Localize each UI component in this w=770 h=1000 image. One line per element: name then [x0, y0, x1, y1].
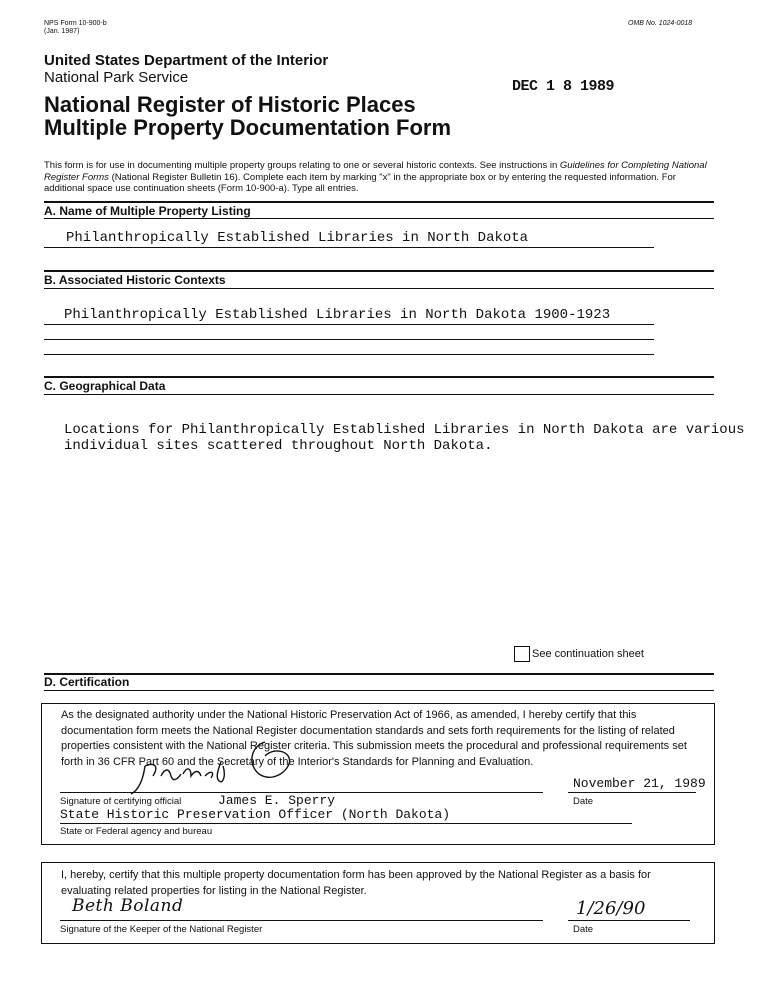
section-b-title: B. Associated Historic Contexts	[44, 273, 226, 287]
date-label: Date	[573, 796, 594, 807]
signature-label: Signature of certifying official	[60, 796, 182, 807]
section-c-rule	[44, 376, 714, 378]
department-name: United States Department of the Interior	[44, 52, 329, 69]
keeper-date-line	[568, 920, 690, 921]
certifying-official-signature	[125, 736, 315, 800]
keeper-signature-label: Signature of the Keeper of the National Register	[60, 924, 263, 935]
section-b-field-line-3	[44, 354, 654, 355]
section-a-title: A. Name of Multiple Property Listing	[44, 204, 251, 218]
geo-data-line1: Locations for Philanthropically Established Libraries in North Dakota are various	[64, 422, 745, 438]
omb-number: OMB No. 1024-0018	[628, 20, 693, 27]
received-stamp: DEC 1 8 1989	[512, 78, 615, 95]
section-b-field-line-1	[44, 324, 654, 325]
certification-date: November 21, 1989	[573, 776, 706, 791]
official-name: James E. Sperry	[218, 793, 336, 808]
keeper-date-label: Date	[573, 924, 594, 935]
agency-label: State or Federal agency and bureau	[60, 826, 213, 837]
historic-context-value: Philanthropically Established Libraries in North Dakota 1900-1923	[64, 307, 611, 323]
intro-instructions	[44, 160, 714, 195]
section-a-title-rule	[44, 218, 714, 219]
date-line	[568, 792, 696, 793]
guidelines-title: Guidelines for Completing National Register Forms	[44, 160, 707, 183]
section-b-field-line-2	[44, 339, 654, 340]
continuation-sheet-label: See continuation sheet	[532, 648, 644, 660]
form-date: (Jan. 1987)	[44, 28, 80, 35]
page-title-line1: National Register of Historic Places	[44, 92, 416, 117]
section-d-title: D. Certification	[44, 675, 130, 689]
section-d-rule	[44, 673, 714, 675]
agency-line	[60, 823, 632, 824]
section-a-rule	[44, 201, 714, 203]
intro-text-part2: (National Register Bulletin 16). Complete each item by marking "x" in the appropriate box or by entering the requested information. For additional space use continuation sheets (Form 10-900-a). Type all entries.	[44, 171, 676, 194]
section-c-title: C. Geographical Data	[44, 379, 166, 393]
keeper-date-value: 1/26/90	[576, 898, 646, 919]
section-b-title-rule	[44, 288, 714, 289]
section-d-title-rule	[44, 690, 714, 691]
section-c-title-rule	[44, 394, 714, 395]
multiple-property-name: Philanthropically Established Libraries in North Dakota	[66, 230, 529, 246]
form-number: NPS Form 10-900-b	[44, 20, 107, 27]
section-a-field-line	[44, 247, 654, 248]
keeper-statement: I, hereby, certify that this multiple property documentation form has been approved by the National Register as a basis for evaluating related properties for listing in the National Register.	[61, 869, 651, 897]
page-title-line2: Multiple Property Documentation Form	[44, 115, 452, 140]
keeper-signature-line	[60, 920, 543, 921]
agency-value: State Historic Preservation Officer (North Dakota)	[60, 807, 451, 822]
keeper-signature: Beth Boland	[72, 896, 184, 916]
intro-text-part1: This form is for use in documenting multiple property groups relating to one or several historic contexts. See instructions in	[44, 160, 560, 171]
continuation-sheet-checkbox[interactable]	[514, 646, 530, 662]
certification-statement: As the designated authority under the National Historic Preservation Act of 1966, as amended, I hereby certify that this documentation form meets the National Register documentation standards and sets forth requirements for the listing of related properties consistent with the National Register criteria. This submission meets the procedural and professional requirements set forth in 36 CFR Part 60 and the Secretary of the Interior's Standards for Planning and Evaluation.	[61, 709, 687, 768]
section-b-rule	[44, 270, 714, 272]
service-name: National Park Service	[44, 69, 189, 86]
geo-data-line2: individual sites scattered throughout North Dakota.	[64, 438, 493, 454]
